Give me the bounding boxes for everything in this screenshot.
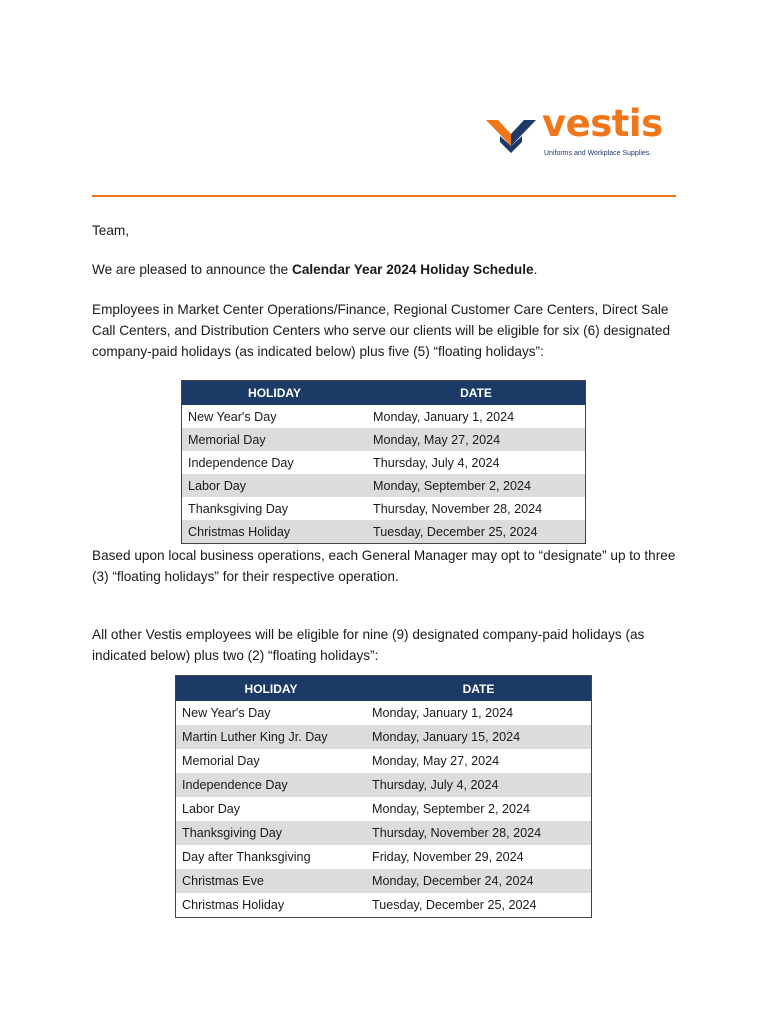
- table-row: [176, 797, 592, 821]
- header-divider: [92, 195, 676, 197]
- announcement-bold: Calendar Year 2024 Holiday Schedule: [292, 262, 534, 277]
- holiday-date-cell: Monday, January 1, 2024: [372, 706, 514, 720]
- holiday-name-cell: Thanksgiving Day: [188, 501, 289, 516]
- table-row: [176, 701, 592, 725]
- table-row: [176, 821, 592, 845]
- holiday-name-cell: New Year's Day: [182, 706, 271, 720]
- holiday-date-cell: Tuesday, December 25, 2024: [372, 898, 537, 912]
- announcement-suffix: .: [533, 262, 538, 277]
- holiday-date-cell: Tuesday, December 25, 2024: [367, 520, 586, 544]
- holiday-name-cell: Martin Luther King Jr. Day: [176, 725, 367, 749]
- holiday-name-cell: Christmas Holiday: [182, 898, 285, 912]
- table-header-row: [182, 381, 586, 406]
- holiday-name-cell: Christmas Eve: [176, 869, 367, 893]
- holiday-date-cell: Monday, January 1, 2024: [373, 409, 515, 424]
- holiday-name-cell: Christmas Holiday: [182, 520, 368, 544]
- holiday-name-cell: Day after Thanksgiving: [182, 850, 311, 864]
- table-row: [182, 520, 586, 544]
- holiday-date-cell: Friday, November 29, 2024: [372, 850, 524, 864]
- table-row: [176, 893, 592, 918]
- eligibility-paragraph-group2: All other Vestis employees will be eligible for nine (9) designated company-paid holidays (as indicated below) plus two (2) “floating holidays”:: [92, 627, 645, 663]
- holiday-name-cell: Memorial Day: [182, 428, 368, 451]
- column-header-date: DATE: [367, 381, 586, 406]
- table-row: [176, 845, 592, 869]
- column-header-holiday: HOLIDAY: [176, 676, 367, 702]
- holiday-date-cell: Thursday, November 28, 2024: [366, 821, 592, 845]
- column-header-date: DATE: [366, 676, 592, 702]
- eligibility-paragraph-group1: Employees in Market Center Operations/Finance, Regional Customer Care Centers, Direct Sale Call Centers, and Distribution Centers who serve our clients will be eligible for six (6) designated company-paid holidays (as indicated below) plus five (5) “floating holidays”:: [92, 302, 670, 359]
- greeting: Team,: [92, 223, 130, 238]
- holiday-date-cell: Monday, January 15, 2024: [366, 725, 592, 749]
- holiday-table-group2: [175, 675, 592, 918]
- table-row: [176, 869, 592, 893]
- holiday-name-cell: New Year's Day: [188, 409, 277, 424]
- vestis-v-mark-icon: [486, 116, 536, 154]
- holiday-date-cell: Monday, December 24, 2024: [366, 869, 592, 893]
- table-row: [182, 497, 586, 520]
- table-row: [176, 749, 592, 773]
- table-row: [176, 725, 592, 749]
- announcement: [92, 259, 682, 280]
- column-header-holiday: HOLIDAY: [182, 381, 368, 406]
- holiday-name-cell: Labor Day: [182, 474, 368, 497]
- holiday-date-cell: Monday, May 27, 2024: [367, 428, 586, 451]
- table-row: [182, 474, 586, 497]
- logo-wordmark: vestis: [542, 102, 663, 145]
- table-header-row: [176, 676, 592, 702]
- logo-tagline: Uniforms and Workplace Supplies.: [544, 150, 652, 157]
- holiday-date-cell: Monday, May 27, 2024: [372, 754, 500, 768]
- table-row: [182, 451, 586, 474]
- holiday-name-cell: Thanksgiving Day: [176, 821, 367, 845]
- holiday-name-cell: Labor Day: [182, 802, 241, 816]
- holiday-name-cell: Independence Day: [176, 773, 367, 797]
- table-row: [176, 773, 592, 797]
- holiday-date-cell: Monday, September 2, 2024: [367, 474, 586, 497]
- table-row: [182, 405, 586, 428]
- announcement-prefix: We are pleased to announce the: [92, 262, 293, 277]
- holiday-date-cell: Monday, September 2, 2024: [372, 802, 530, 816]
- table-row: [182, 428, 586, 451]
- holiday-date-cell: Thursday, November 28, 2024: [373, 501, 543, 516]
- vestis-logo: [486, 102, 676, 162]
- holiday-date-cell: Thursday, July 4, 2024: [373, 455, 500, 470]
- holiday-name-cell: Memorial Day: [182, 754, 260, 768]
- holiday-date-cell: Thursday, July 4, 2024: [366, 773, 592, 797]
- floating-holidays-paragraph: Based upon local business operations, each General Manager may opt to “designate” up to three (3) “floating holidays” for their respective operation.: [92, 548, 676, 584]
- holiday-name-cell: Independence Day: [188, 455, 294, 470]
- holiday-table-group1: [181, 380, 586, 544]
